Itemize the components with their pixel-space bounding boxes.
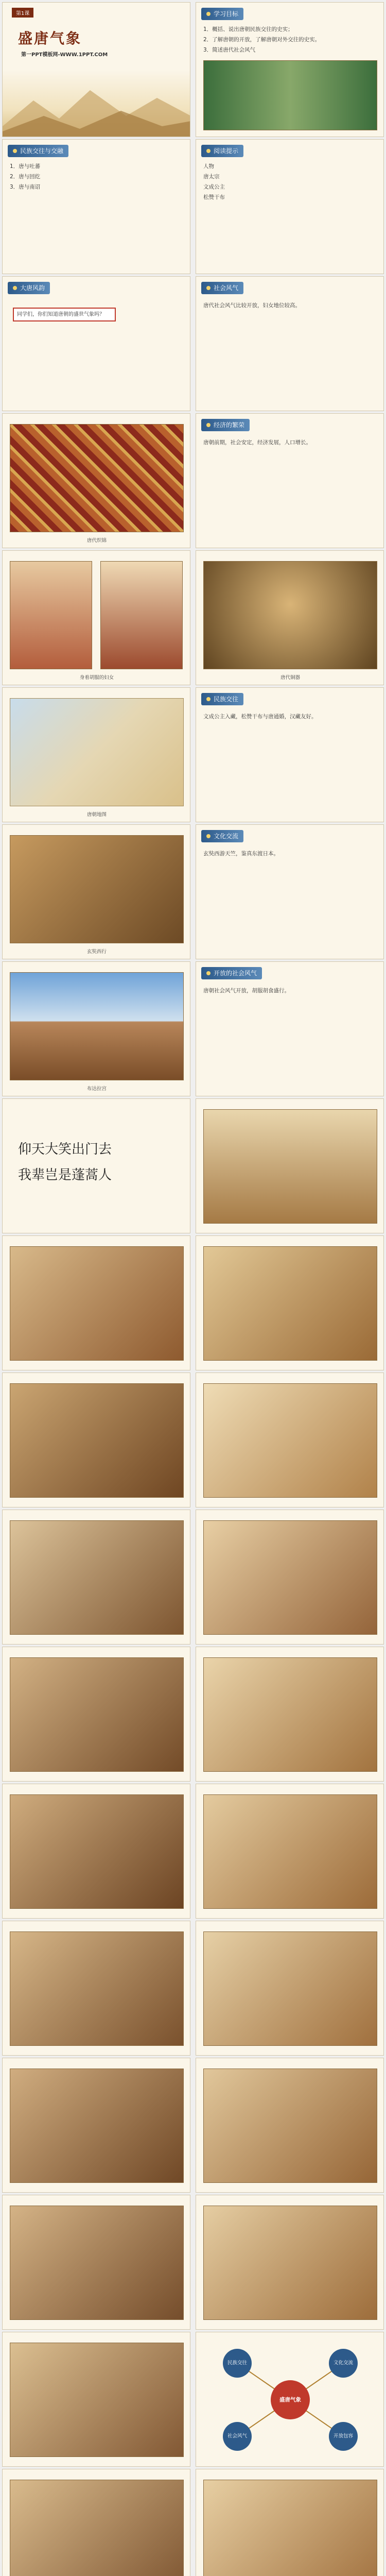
illustration-image [10,2480,184,2576]
slide-13-left [2,1647,190,1782]
illustration-image [203,1383,377,1498]
slide-10-right [196,1235,384,1370]
slide-16-right [196,2058,384,2193]
economy-slide [196,413,384,548]
intro-header [8,145,68,157]
culture-header [201,830,243,842]
goals-header [201,8,243,20]
illustration-image [10,1657,184,1772]
quote-slide [2,1098,190,1233]
bronze-caption: 唐代铜器 [280,675,300,681]
social-slide [196,276,384,411]
painting-image [203,1109,377,1224]
bullet-icon [206,286,210,290]
ornament-header [8,282,50,294]
economy-title: 经济的繁荣 [214,421,245,429]
slide-11-right [196,1372,384,1507]
ethnic-header [201,693,243,705]
illustration-image [10,1246,184,1361]
illustration-image [10,2343,184,2457]
fabric-caption: 唐代织锦 [86,538,107,544]
task-line-3: 文成公主 [203,184,225,190]
tang-map [10,698,184,806]
task-line-1: 人物 [203,163,214,170]
goal-line-2: 2．了解唐朝的开放，了解唐朝对外交往的史实。 [203,37,321,43]
goals-slide [196,2,384,137]
quote-line-2: 我辈岂是蓬蒿人 [18,1167,112,1183]
monk-caption: 玄奘西行 [86,949,107,955]
goal-image [203,60,377,130]
bullet-icon [13,149,17,153]
openness-text: 唐朝社会风气开放，胡服胡食盛行。 [203,988,290,994]
cover-title: 盛唐气象 [18,30,82,47]
illustration-image [203,2069,377,2183]
map-caption: 唐朝地图 [86,812,107,818]
illustration-image [203,1794,377,1909]
illustration-image [10,1520,184,1635]
potala-image [10,972,184,1080]
bullet-icon [206,12,210,16]
social-header [201,282,243,294]
bullet-icon [206,149,210,153]
social-title: 社会风气 [214,284,239,292]
culture-text: 玄奘西游天竺，鉴真东渡日本。 [203,851,279,857]
ladies-caption: 身着胡服的妇女 [79,675,114,681]
lady-image-1 [10,561,92,669]
bullet-icon [206,697,210,701]
social-text: 唐代社会风气比较开放，妇女地位较高。 [203,302,301,309]
illustration-image [10,2206,184,2320]
illustration-image [10,2069,184,2183]
fabric-slide [2,413,190,548]
goal-line-3: 3．简述唐代社会风气 [203,47,256,53]
cover-art [3,70,190,137]
slide-14-left [2,1784,190,1919]
illustration-image [203,1657,377,1772]
bullet-icon [206,423,210,427]
intro-slide [2,139,190,274]
illustration-image [10,1931,184,2046]
potala-slide [2,961,190,1096]
slide-12-right [196,1510,384,1645]
bronze-image [203,561,377,669]
bullet-icon [206,834,210,838]
slide-17-right [196,2195,384,2330]
monk-slide [2,824,190,959]
illustration-image [203,2480,377,2576]
slide-18-left [2,2332,190,2467]
culture-slide [196,824,384,959]
potala-caption: 布达拉宫 [86,1086,107,1092]
economy-header [201,419,250,431]
slide-19-right [196,2469,384,2576]
summary-branch-4: 开放包容 [333,2433,353,2439]
illustration-image [10,1383,184,1498]
intro-title: 民族交往与交融 [20,147,64,155]
summary-center: 盛唐气象 [279,2397,301,2403]
task-line-4: 松赞干布 [203,194,225,200]
intro-line-3: 3．唐与南诏 [10,184,41,190]
bullet-icon [206,971,210,975]
slide-15-left [2,1921,190,2056]
openness-slide [196,961,384,1096]
bronze-slide [196,550,384,685]
economy-text: 唐朝前期，社会安定，经济发展，人口增长。 [203,439,311,446]
task-title: 阅读提示 [214,147,239,155]
intro-line-2: 2．唐与回纥 [10,174,41,180]
illustration-image [203,1520,377,1635]
slide-16-left [2,2058,190,2193]
slide-11-left [2,1372,190,1507]
summary-branch-2: 文化交流 [333,2360,353,2366]
slide-14-right [196,1784,384,1919]
slide-13-right [196,1647,384,1782]
task-header [201,145,243,157]
speech-box: 同学们，你们知道唐朝的盛世气象吗？ [13,308,116,321]
illustration-image [203,1931,377,2046]
ladies-slide [2,550,190,685]
illustration-image [10,1794,184,1909]
ethnic-text: 文成公主入藏，松赞干布与唐通婚，汉藏友好。 [203,714,317,720]
intro-line-1: 1．唐与吐蕃 [10,163,41,170]
bullet-icon [13,286,17,290]
cover-site: 第一PPT模板网-WWW.1PPT.COM [21,52,108,58]
slide-19-left [2,2469,190,2576]
mountain-art [3,70,190,137]
slide-10-left [2,1235,190,1370]
illustration-image [203,1246,377,1361]
openness-header [201,967,262,979]
map-slide [2,687,190,822]
summary-slide [196,2332,384,2467]
fabric-image [10,424,184,532]
monk-image [10,835,184,943]
slide-12-left [2,1510,190,1645]
ethnic-slide [196,687,384,822]
summary-branch-1: 民族交往 [227,2360,247,2366]
painting-slide [196,1098,384,1233]
quote-line-1: 仰天大笑出门去 [18,1142,112,1157]
ornament-slide [2,276,190,411]
slide-17-left [2,2195,190,2330]
cover-slide [2,2,190,137]
ethnic-title: 民族交往 [214,696,239,703]
task-slide [196,139,384,274]
culture-title: 文化交流 [214,833,239,840]
lady-image-2 [100,561,183,669]
lesson-label: 第1课 [12,8,33,18]
illustration-image [203,2206,377,2320]
openness-title: 开放的社会风气 [214,970,257,977]
ornament-title: 大唐风韵 [20,284,45,292]
summary-branch-3: 社会风气 [227,2433,247,2439]
goal-line-1: 1．概括、说出唐朝民族交往的史实； [203,26,293,32]
task-line-2: 唐太宗 [203,174,220,180]
slide-15-right [196,1921,384,2056]
goals-title: 学习目标 [214,10,239,18]
